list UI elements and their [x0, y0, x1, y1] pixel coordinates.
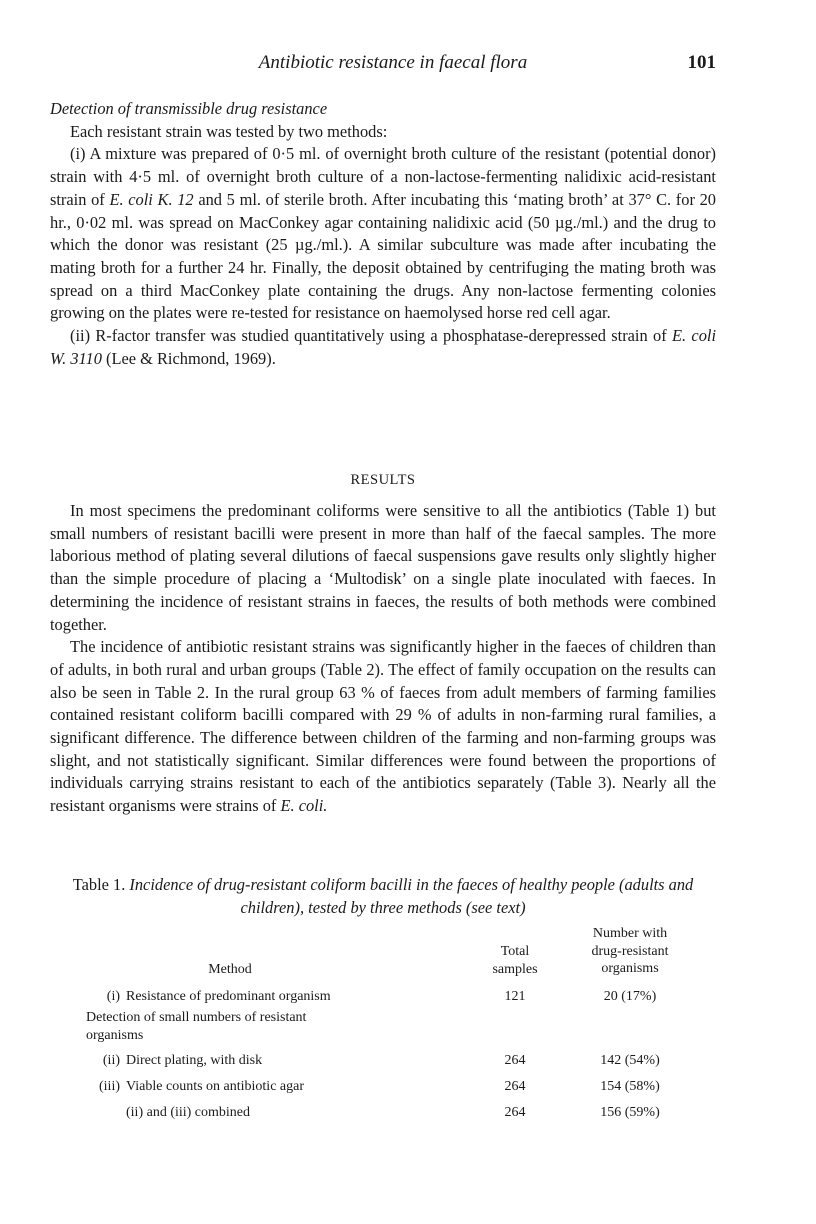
results-heading: RESULTS [350, 472, 416, 488]
row-method: Viable counts on antibiotic agar [126, 1079, 304, 1094]
table-cell-total: 264 [504, 1105, 526, 1120]
results-paragraph-2-organism: E. coli. [280, 796, 328, 816]
table1-header-number-line1: Number with [592, 926, 668, 941]
table-cell-number: 20 (17%) [603, 989, 657, 1004]
table-cell-total: 264 [504, 1079, 526, 1094]
table1-header-total-line2: samples [492, 961, 538, 977]
table1-header-method: Method [208, 962, 252, 977]
method-i-organism: E. coli K. 12 [109, 189, 194, 209]
results-paragraph-1: In most specimens the predominant coliforms were sensitive to all the antibiotics (Table 1) but small numbers of resistant bacilli were present in more than half of the faecal samples. The more laborious method of plating several dilutions of faecal suspensions gave results only slightly higher than the simple procedure of placing a ‘Multodisk’ on a single plate inoculated with faeces. In determining the incidence of resistant strains in faeces, the results of both methods were combined together. [50, 501, 716, 634]
detection-intro: Each resistant strain was tested by two methods: [70, 121, 388, 141]
running-head [50, 52, 716, 78]
table1-header-total-line1: Total [500, 944, 530, 959]
table-cell-number: 156 (59%) [600, 1105, 660, 1120]
method-i-paragraph [50, 143, 716, 325]
detection-section [50, 98, 716, 370]
row-label: (ii) [102, 1053, 120, 1068]
row-method: (ii) and (iii) combined [126, 1105, 251, 1120]
table-cell-number: 154 (58%) [600, 1079, 660, 1094]
table1-header-number-line2: drug-resistant [591, 943, 669, 959]
method-ii-paragraph [50, 325, 716, 370]
table1-header-number-line3: organisms [601, 961, 659, 976]
table-cell-method [86, 1009, 426, 1045]
results-paragraph-2-text: The incidence of antibiotic resistant strains was significantly higher in the faeces of children than of adults, in both rural and urban groups (Table 2). The effect of family occupation on the results can also be seen in Table 2. In the rural group 63 % of faeces from adult members of farming families contained resistant coliform bacilli compared with 29 % of adults in non-farming rural families, a significant difference. The difference between children of the farming and non-farming groups was slight, and not statistically significant. Similar differences were found between the proportions of individuals carrying strains resistant to each of the antibiotics separately (Table 3). Nearly all the resistant organisms were strains of [50, 637, 716, 816]
method-i-text-a: (i) A mixture was prepared of 0·5 ml. of overnight broth culture of the resistant (potential donor) strain with 4·5 ml. of overnight broth culture of a non-lactose-fermenting nalidixic acid-resistant strain of [50, 144, 716, 209]
table-cell-method [86, 1052, 386, 1070]
detection-subheading: Detection of transmissible drug resistance [50, 99, 328, 118]
table-cell-total: 264 [504, 1053, 526, 1068]
table-row [50, 1078, 716, 1100]
method-i-text-b: and 5 ml. of sterile broth. After incubating this ‘mating broth’ at 37° C. for 20 hr., 0·02 ml. was spread on MacConkey agar containing nalidixic acid (50 µg./ml.) and the drug to which the donor was resistant (25 µg./ml.). A similar subculture was made after incubating the mating broth for a further 24 hr. Finally, the deposit obtained by centrifuging the mating broth was spread on a third MacConkey plate containing the drugs. Any non-lactose fermenting colonies growing on the plates were re-tested for resistance on haemolysed horse red cell agar. [50, 189, 716, 323]
table-row [50, 1104, 716, 1126]
table-cell-total: 121 [504, 989, 526, 1004]
method-ii-text-b: (Lee & Richmond, 1969). [101, 348, 276, 368]
table-cell-method [86, 1078, 386, 1096]
table-cell-method [86, 988, 386, 1006]
table-cell-number: 142 (54%) [600, 1053, 660, 1068]
table1-caption-text: Incidence of drug-resistant coliform bacilli in the faeces of healthy people (adults and children), tested by three methods (see text) [129, 875, 694, 917]
row-label: (iii) [99, 1079, 120, 1094]
results-section [50, 500, 716, 818]
row-method-continued: organisms [86, 1028, 144, 1043]
method-ii-text-a: (ii) R-factor transfer was studied quantitatively using a phosphatase-derepressed strain of [70, 326, 672, 346]
table1-header-total [460, 943, 570, 978]
table1-header-number [570, 925, 690, 978]
table-row [50, 1009, 716, 1049]
running-title: Antibiotic resistance in faecal flora [258, 52, 528, 73]
method-ii-organism: E. coli W. 3110 [50, 326, 716, 368]
row-method: Detection of small numbers of resistant [86, 1010, 307, 1025]
results-paragraph-2 [50, 636, 716, 818]
table1-caption-label: Table 1. [72, 875, 130, 894]
row-method: Resistance of predominant organism [126, 989, 331, 1004]
row-label: (i) [106, 989, 120, 1004]
page-number: 101 [687, 52, 716, 73]
table1-caption [50, 874, 716, 919]
table-row [50, 1052, 716, 1074]
table-row [50, 988, 716, 1010]
row-method: Direct plating, with disk [126, 1053, 263, 1068]
table-cell-method [86, 1104, 386, 1122]
